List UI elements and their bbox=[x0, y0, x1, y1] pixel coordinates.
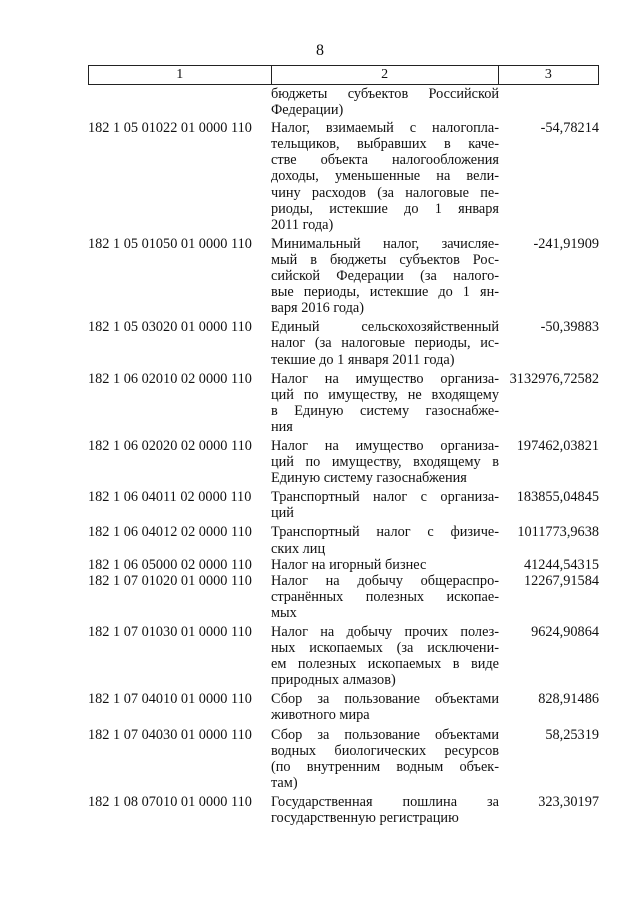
revenue-name-line: Транспортный налог с физиче- bbox=[271, 524, 499, 541]
budget-code: 182 1 07 04030 01 0000 110 bbox=[88, 726, 252, 743]
revenue-name-line: варя 2016 года) bbox=[271, 300, 364, 317]
revenue-name-line: водных биологических ресурсов bbox=[271, 742, 499, 759]
revenue-name-line: Налог на имущество организа- bbox=[271, 370, 499, 387]
budget-code: 182 1 07 04010 01 0000 110 bbox=[88, 691, 252, 708]
revenue-name-line: вые периоды, истекшие до 1 ян- bbox=[271, 284, 499, 301]
revenue-name bbox=[271, 86, 499, 118]
revenue-name-line: стве объекта налогообложения bbox=[271, 152, 499, 169]
revenue-name bbox=[271, 120, 499, 233]
table-row bbox=[88, 573, 599, 621]
revenue-name-line: ций bbox=[271, 505, 294, 522]
revenue-name-line: ций по имуществу, не входящему bbox=[271, 386, 499, 403]
revenue-name-line: мый в бюджеты субъектов Рос- bbox=[271, 251, 499, 268]
table-row bbox=[88, 489, 599, 521]
revenue-name-line: ских лиц bbox=[271, 540, 326, 557]
amount-value: -54,78214 bbox=[540, 120, 599, 137]
revenue-name bbox=[271, 319, 499, 367]
revenue-name bbox=[271, 489, 499, 521]
amount-value: 1011773,9638 bbox=[517, 524, 599, 541]
amount-value bbox=[499, 86, 599, 118]
revenue-name-line: Налог на игорный бизнес bbox=[271, 556, 427, 573]
table-row bbox=[88, 319, 599, 367]
table-row bbox=[88, 557, 599, 573]
table-row bbox=[88, 438, 599, 486]
revenue-name bbox=[271, 557, 499, 573]
revenue-name-line: ных ископаемых (за исключени- bbox=[271, 640, 499, 657]
revenue-name-line: ций по имуществу, входящему в bbox=[271, 454, 499, 471]
revenue-name-line: риоды, истекшие до 1 января bbox=[271, 200, 499, 217]
amount-value: -241,91909 bbox=[533, 235, 599, 252]
table-row bbox=[88, 691, 599, 723]
revenue-name bbox=[271, 371, 499, 435]
amount-value: 3132976,72582 bbox=[509, 370, 599, 387]
revenue-name-line: бюджеты субъектов Российской bbox=[271, 86, 499, 102]
column-header-3: 3 bbox=[498, 66, 598, 85]
budget-code: 182 1 07 01020 01 0000 110 bbox=[88, 572, 252, 589]
revenue-name-line: странённых полезных ископае- bbox=[271, 588, 499, 605]
budget-code: 182 1 06 02010 02 0000 110 bbox=[88, 370, 252, 387]
table-row bbox=[88, 624, 599, 688]
table-row bbox=[88, 794, 599, 826]
revenue-name-line: там) bbox=[271, 774, 298, 791]
revenue-name-line: Налог на добычу прочих полез- bbox=[271, 624, 499, 640]
revenue-name-line: Сбор за пользование объектами bbox=[271, 691, 499, 708]
revenue-name-line: ем полезных ископаемых в виде bbox=[271, 656, 499, 673]
revenue-name-line: налог (за налоговые периоды, ис- bbox=[271, 335, 499, 352]
revenue-name bbox=[271, 691, 499, 723]
budget-code: 182 1 06 04011 02 0000 110 bbox=[88, 489, 252, 506]
revenue-name bbox=[271, 794, 499, 826]
revenue-name-line: ния bbox=[271, 418, 293, 435]
revenue-name-line: Государственная пошлина за bbox=[271, 793, 499, 810]
budget-code: 182 1 05 01022 01 0000 110 bbox=[88, 120, 252, 137]
revenue-name bbox=[271, 573, 499, 621]
amount-value: 12267,91584 bbox=[523, 572, 599, 589]
revenue-name-line: текшие до 1 января 2011 года) bbox=[271, 351, 455, 368]
budget-code: 182 1 08 07010 01 0000 110 bbox=[88, 793, 252, 810]
amount-value: 58,25319 bbox=[545, 726, 599, 743]
budget-code: 182 1 06 02020 02 0000 110 bbox=[88, 437, 252, 454]
revenue-name-line: Налог на добычу общераспро- bbox=[271, 572, 499, 589]
budget-code: 182 1 07 01030 01 0000 110 bbox=[88, 624, 252, 640]
revenue-name-line: Минимальный налог, зачисляе- bbox=[271, 235, 499, 252]
table-row bbox=[88, 86, 599, 118]
revenue-name-line: природных алмазов) bbox=[271, 672, 396, 689]
amount-value: 323,30197 bbox=[538, 793, 599, 810]
table-row bbox=[88, 236, 599, 316]
revenue-name-line: животного мира bbox=[271, 707, 370, 724]
budget-code: 182 1 05 03020 01 0000 110 bbox=[88, 319, 252, 336]
amount-value: 41244,54315 bbox=[523, 556, 599, 573]
column-header-2: 2 bbox=[271, 66, 498, 85]
table-row bbox=[88, 524, 599, 556]
revenue-name-line: Единый сельскохозяйственный bbox=[271, 319, 499, 336]
amount-value: 183855,04845 bbox=[516, 489, 599, 506]
column-header-table bbox=[88, 65, 599, 85]
revenue-name bbox=[271, 624, 499, 688]
revenue-name-line: тельщиков, выбравших в каче- bbox=[271, 136, 499, 153]
revenue-name-line: Налог, взимаемый с налогопла- bbox=[271, 120, 499, 137]
revenue-name-line: доходы, уменьшенные на вели- bbox=[271, 168, 499, 185]
revenue-name-line: Транспортный налог с организа- bbox=[271, 489, 499, 506]
revenue-name bbox=[271, 524, 499, 556]
amount-value: -50,39883 bbox=[540, 319, 599, 336]
revenue-name-line: государственную регистрацию bbox=[271, 810, 459, 827]
table-row bbox=[88, 120, 599, 233]
revenue-name-line: Федерации) bbox=[271, 102, 344, 119]
revenue-name-line: чину расходов (за налоговые пе- bbox=[271, 184, 499, 201]
revenue-name-line: сийской Федерации (за налого- bbox=[271, 268, 499, 285]
revenue-name-line: в Единую систему газоснабже- bbox=[271, 402, 499, 419]
revenue-name-line: Единую систему газоснабжения bbox=[271, 470, 467, 487]
amount-value: 9624,90864 bbox=[531, 624, 599, 640]
revenue-rows bbox=[88, 86, 599, 826]
budget-code bbox=[88, 86, 271, 118]
revenue-name-line: 2011 года) bbox=[271, 216, 334, 233]
table-row bbox=[88, 727, 599, 791]
revenue-name bbox=[271, 438, 499, 486]
amount-value: 197462,03821 bbox=[516, 437, 599, 454]
budget-code: 182 1 06 04012 02 0000 110 bbox=[88, 524, 252, 541]
budget-code: 182 1 06 05000 02 0000 110 bbox=[88, 556, 252, 573]
page-number: 8 bbox=[316, 42, 324, 59]
budget-code: 182 1 05 01050 01 0000 110 bbox=[88, 235, 252, 252]
amount-value: 828,91486 bbox=[538, 691, 599, 708]
revenue-name-line: мых bbox=[271, 604, 297, 621]
revenue-name-line: (по внутренним водным объек- bbox=[271, 758, 499, 775]
revenue-name bbox=[271, 236, 499, 316]
revenue-name-line: Сбор за пользование объектами bbox=[271, 726, 499, 743]
revenue-name-line: Налог на имущество организа- bbox=[271, 437, 499, 454]
column-header-1: 1 bbox=[89, 66, 272, 85]
table-row bbox=[88, 371, 599, 435]
revenue-name bbox=[271, 727, 499, 791]
